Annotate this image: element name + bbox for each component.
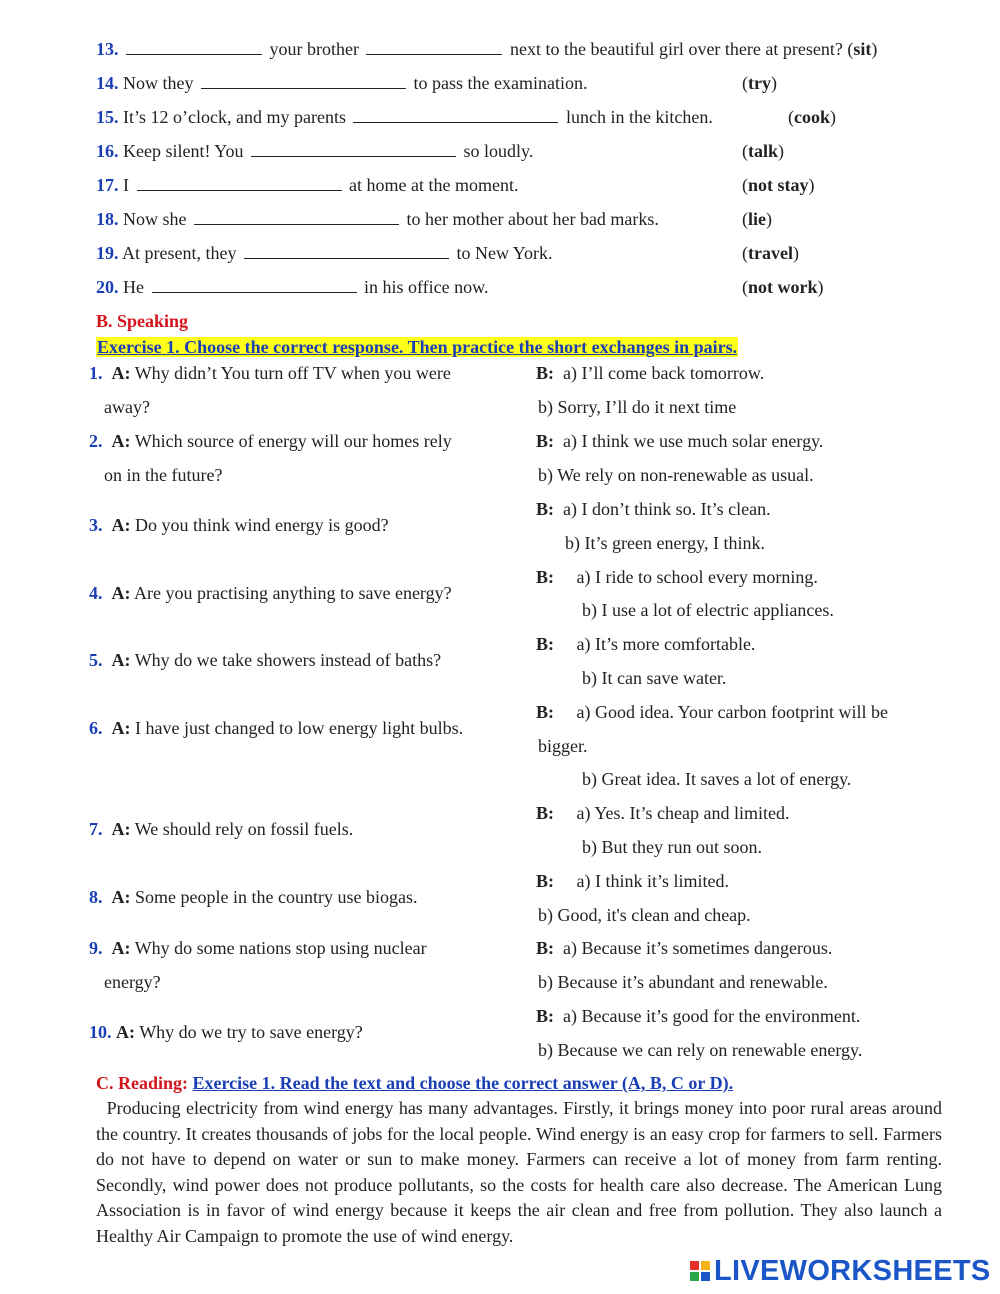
answer-2a[interactable]: B: a) I think we use much solar energy. [536, 431, 824, 451]
question-1: 1. A: Why didn’t You turn off TV when you were [89, 363, 451, 383]
question-9-cont: energy? [104, 972, 161, 992]
question-10: 10. A: Why do we try to save energy? [89, 1022, 363, 1042]
answer-6a-cont[interactable]: bigger. [538, 736, 588, 756]
answer-8b[interactable]: b) Good, it's clean and cheap. [538, 905, 751, 925]
answer-10a[interactable]: B: a) Because it’s good for the environment. [536, 1006, 861, 1026]
verb-hint-14: (try) [742, 73, 777, 93]
answer-2b[interactable]: b) We rely on non-renewable as usual. [538, 465, 814, 485]
question-2: 2. A: Which source of energy will our homes rely [89, 431, 452, 451]
verb-hint-18: (lie) [742, 209, 772, 229]
answer-5a[interactable]: B: a) It’s more comfortable. [536, 634, 756, 654]
answer-9b[interactable]: b) Because it’s abundant and renewable. [538, 972, 828, 992]
reading-passage: Producing electricity from wind energy has many advantages. Firstly, it brings money into poor rural areas around the country. It creates thousands of jobs for the local people. Wind energy is an easy crop for farmers to sell. Farmers do not have to depend on water or sun to make money. Farmers can receive a lot of money from farm renting. Secondly, wind power does not produce pollutants, so the costs for health care also decrease. The American Lung Association is in favor of wind energy because it keeps the air clean and free from pollution. They also launch a Healthy Air Campaign to promote the use of wind energy. [96, 1098, 943, 1246]
grammar-item-13: 13. your brother next to the beautiful girl over there at present? (sit) [96, 39, 878, 59]
question-4: 4. A: Are you practising anything to save energy? [89, 583, 452, 603]
answer-blank[interactable] [353, 106, 558, 123]
answer-6b[interactable]: b) Great idea. It saves a lot of energy. [582, 769, 852, 789]
verb-hint-20: (not work) [742, 277, 824, 297]
liveworksheets-logo-icon [690, 1261, 710, 1281]
answer-3b[interactable]: b) It’s green energy, I think. [565, 533, 765, 553]
question-2-cont: on in the future? [104, 465, 223, 485]
answer-10b[interactable]: b) Because we can rely on renewable energy. [538, 1040, 863, 1060]
section-heading-reading: C. Reading: Exercise 1. Read the text and choose the correct answer (A, B, C or D). [96, 1073, 734, 1093]
question-5: 5. A: Why do we take showers instead of baths? [89, 650, 442, 670]
answer-3a[interactable]: B: a) I don’t think so. It’s clean. [536, 499, 771, 519]
verb-hint-19: (travel) [742, 243, 799, 263]
grammar-item-19: 19. At present, they to New York. [96, 243, 553, 263]
answer-blank[interactable] [137, 174, 342, 191]
question-9: 9. A: Why do some nations stop using nuclear [89, 938, 427, 958]
verb-hint-16: (talk) [742, 141, 785, 161]
grammar-item-18: 18. Now she to her mother about her bad marks. [96, 209, 659, 229]
question-7: 7. A: We should rely on fossil fuels. [89, 819, 354, 839]
exercise-instruction-reading: Exercise 1. Read the text and choose the correct answer (A, B, C or D). [192, 1073, 734, 1093]
question-1-cont: away? [104, 397, 150, 417]
answer-blank[interactable] [126, 38, 262, 55]
question-6: 6. A: I have just changed to low energy light bulbs. [89, 718, 464, 738]
answer-8a[interactable]: B: a) I think it’s limited. [536, 871, 729, 891]
answer-blank[interactable] [366, 38, 502, 55]
answer-blank[interactable] [152, 276, 357, 293]
section-heading-speaking: B. Speaking [96, 311, 189, 331]
answer-7b[interactable]: b) But they run out soon. [582, 837, 762, 857]
grammar-item-17: 17. I at home at the moment. [96, 175, 519, 195]
answer-blank[interactable] [244, 242, 449, 259]
answer-7a[interactable]: B: a) Yes. It’s cheap and limited. [536, 803, 790, 823]
grammar-item-20: 20. He in his office now. [96, 277, 489, 297]
liveworksheets-logo [690, 1254, 991, 1288]
answer-blank[interactable] [201, 72, 406, 89]
answer-4a[interactable]: B: a) I ride to school every morning. [536, 567, 818, 587]
answer-4b[interactable]: b) I use a lot of electric appliances. [582, 600, 834, 620]
answer-9a[interactable]: B: a) Because it’s sometimes dangerous. [536, 938, 833, 958]
question-3: 3. A: Do you think wind energy is good? [89, 515, 389, 535]
brand-name: LIVEWORKSHEETS [714, 1254, 991, 1287]
verb-hint-15: (cook) [788, 107, 836, 127]
answer-1a[interactable]: B: a) I’ll come back tomorrow. [536, 363, 765, 383]
grammar-item-14: 14. Now they to pass the examination. [96, 73, 588, 93]
answer-1b[interactable]: b) Sorry, I’ll do it next time [538, 397, 737, 417]
answer-5b[interactable]: b) It can save water. [582, 668, 727, 688]
grammar-item-15: 15. It’s 12 o’clock, and my parents lunch in the kitchen. [96, 107, 713, 127]
answer-blank[interactable] [194, 208, 399, 225]
grammar-item-16: 16. Keep silent! You so loudly. [96, 141, 534, 161]
exercise-instruction-speaking: Exercise 1. Choose the correct response. Then practice the short exchanges in pairs. [97, 337, 738, 357]
answer-blank[interactable] [251, 140, 456, 157]
verb-hint-17: (not stay) [742, 175, 815, 195]
answer-6a[interactable]: B: a) Good idea. Your carbon footprint will be [536, 702, 888, 722]
question-8: 8. A: Some people in the country use biogas. [89, 887, 418, 907]
